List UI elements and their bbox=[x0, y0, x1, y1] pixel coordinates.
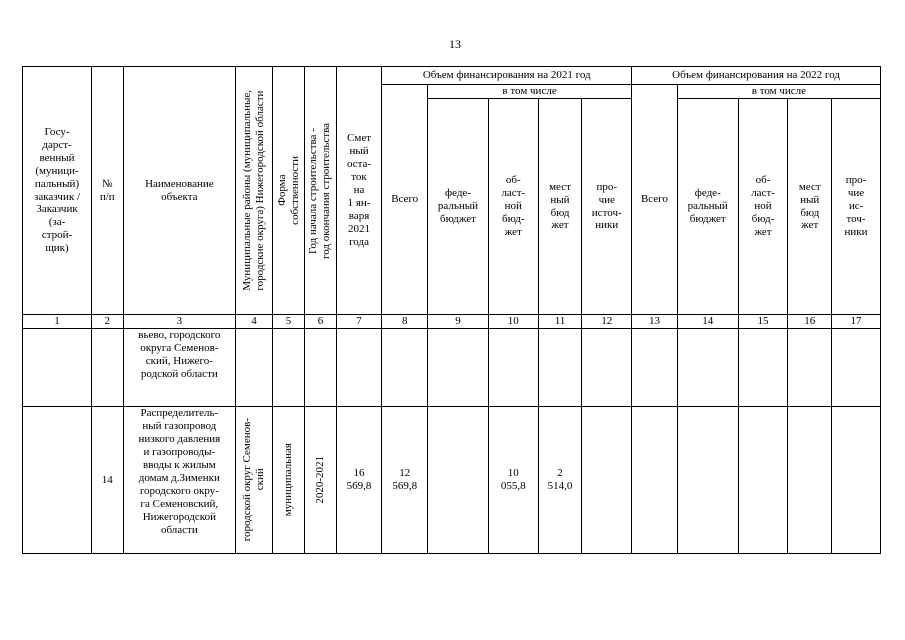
row-regional-2021: 10 055,8 bbox=[488, 407, 538, 554]
header-name: Наименование объекта bbox=[123, 67, 236, 315]
header-years: Год начала строительства - год окончания строительства bbox=[305, 67, 336, 315]
header-other-2021: про- чие источ- ники bbox=[582, 99, 632, 315]
header-federal-2021: феде- ральный бюджет bbox=[428, 99, 489, 315]
header-total-2021: Всего bbox=[382, 85, 428, 315]
row-num: 14 bbox=[92, 407, 123, 554]
row-local-2021: 2 514,0 bbox=[538, 407, 582, 554]
column-number-row bbox=[23, 315, 881, 329]
column-number: 17 bbox=[832, 315, 881, 329]
header-federal-2022: феде- ральный бюджет bbox=[677, 99, 738, 315]
column-number: 1 bbox=[23, 315, 92, 329]
column-number: 14 bbox=[677, 315, 738, 329]
row-federal-2021 bbox=[428, 407, 489, 554]
column-number: 16 bbox=[788, 315, 832, 329]
column-number: 9 bbox=[428, 315, 489, 329]
header-regional-2022: об- ласт- ной бюд- жет bbox=[738, 99, 788, 315]
column-number: 8 bbox=[382, 315, 428, 329]
row-balance: 16 569,8 bbox=[336, 407, 382, 554]
table-row bbox=[23, 407, 881, 554]
row-years: 2020-2021 bbox=[305, 407, 336, 554]
header-ownership: Форма собственности bbox=[272, 67, 304, 315]
header-total-2022: Всего bbox=[632, 85, 678, 315]
header-fin-2021: Объем финансирования на 2021 год bbox=[382, 67, 632, 85]
column-number: 12 bbox=[582, 315, 632, 329]
column-number: 5 bbox=[272, 315, 304, 329]
column-number: 3 bbox=[123, 315, 236, 329]
header-local-2021: мест ный бюд жет bbox=[538, 99, 582, 315]
row-district: городской округ Семенов- ский bbox=[236, 407, 273, 554]
header-fin-2022: Объем финансирования на 2022 год bbox=[632, 67, 881, 85]
table-row bbox=[23, 329, 881, 407]
column-number: 10 bbox=[488, 315, 538, 329]
header-including-2021: в том числе bbox=[428, 85, 632, 99]
row-object-name: Распределитель- ный газопровод низкого давления и газопроводы- вводы к жилым домам д.Зименки городского окру- га Семеновский, Нижегородской области bbox=[123, 407, 236, 554]
column-number: 11 bbox=[538, 315, 582, 329]
row-total-2021: 12 569,8 bbox=[382, 407, 428, 554]
column-number: 15 bbox=[738, 315, 788, 329]
header-including-2022: в том числе bbox=[677, 85, 880, 99]
row-num bbox=[92, 329, 123, 407]
financing-table bbox=[22, 66, 881, 554]
header-num: № п/п bbox=[92, 67, 123, 315]
header-local-2022: мест ный бюд жет bbox=[788, 99, 832, 315]
header-regional-2021: об- ласт- ной бюд- жет bbox=[488, 99, 538, 315]
page-number: 13 bbox=[449, 37, 461, 51]
row-ownership: муниципальная bbox=[272, 407, 304, 554]
header-customer: Госу- дарст- венный (муници- пальный) заказчик / Заказчик (за- строй- щик) bbox=[23, 67, 92, 315]
column-number: 6 bbox=[305, 315, 336, 329]
header-balance: Смет ный оста- ток на 1 ян- варя 2021 года bbox=[336, 67, 382, 315]
column-number: 7 bbox=[336, 315, 382, 329]
header-other-2022: про- чие ис- точ- ники bbox=[832, 99, 881, 315]
header-districts: Муниципальные районы (муниципальные, городские округа) Нижегородской области bbox=[236, 67, 273, 315]
column-number: 4 bbox=[236, 315, 273, 329]
row-object-name: вьево, городского округа Семенов- ский, Нижего- родской области bbox=[123, 329, 236, 407]
column-number: 2 bbox=[92, 315, 123, 329]
column-number: 13 bbox=[632, 315, 678, 329]
